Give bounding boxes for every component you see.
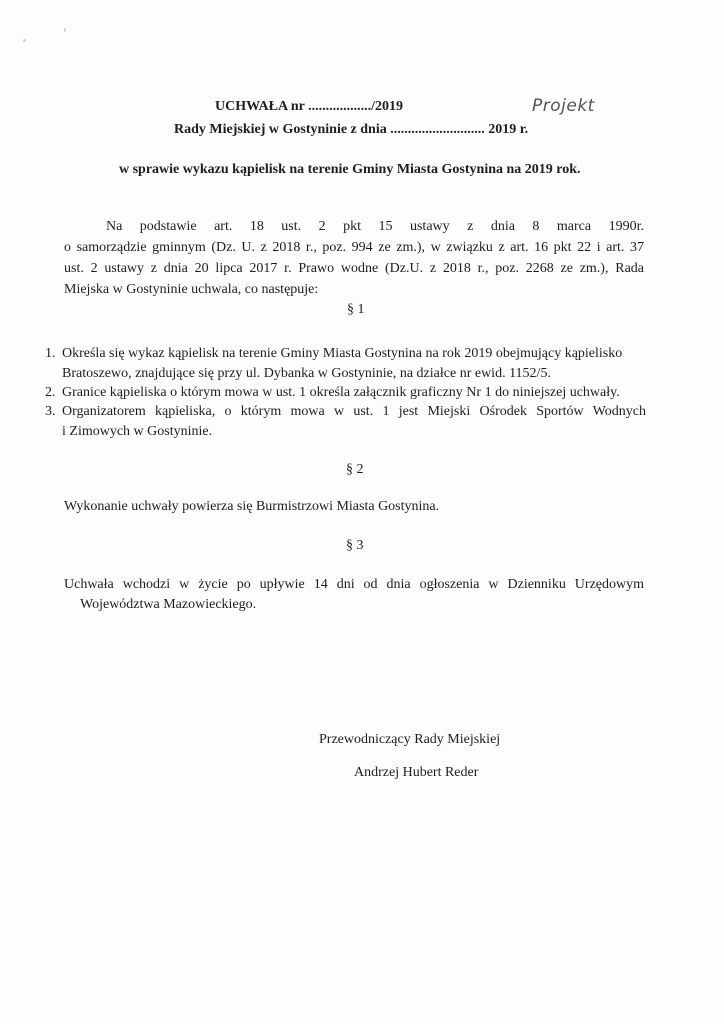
signature-title: Przewodniczący Rady Miejskiej	[319, 732, 501, 747]
preamble-line: Na podstawie art. 18 ust. 2 pkt 15 ustawy z dnia 8 marca 1990r.	[106, 219, 644, 234]
section-2-heading: § 2	[346, 462, 364, 477]
draft-stamp: Projekt	[532, 96, 595, 116]
list-item-text: Organizatorem kąpieliska, o którym mowa w ust. 1 jest Miejski Ośrodek Sportów Wodnych	[62, 404, 646, 419]
preamble-line: ust. 2 ustawy z dnia 20 lipca 2017 r. Prawo wodne (Dz.U. z 2018 r., poz. 2268 ze zm.), Rada	[64, 261, 644, 276]
scan-speck	[64, 28, 66, 32]
section-3-heading: § 3	[346, 538, 364, 553]
signature-name: Andrzej Hubert Reder	[354, 765, 479, 780]
list-item-number: 2.	[45, 385, 56, 400]
list-item-text: i Zimowych w Gostyninie.	[62, 424, 213, 439]
list-item-text: Bratoszewo, znajdujące się przy ul. Dybanka w Gostyninie, na działce nr ewid. 1152/5.	[62, 366, 551, 381]
preamble-line: o samorządzie gminnym (Dz. U. z 2018 r., poz. 994 ze zm.), w związku z art. 16 pkt 22 i art. 37	[64, 240, 644, 255]
section-3-text: Uchwała wchodzi w życie po upływie 14 dni od dnia ogłoszenia w Dzienniku Urzędowym	[64, 577, 644, 592]
list-item-number: 3.	[45, 404, 56, 419]
resolution-number: UCHWAŁA nr ................../2019	[215, 99, 403, 114]
preamble-line: Miejska w Gostyninie uchwala, co następuje:	[64, 282, 319, 297]
list-item-number: 1.	[45, 346, 56, 361]
section-2-text: Wykonanie uchwały powierza się Burmistrzowi Miasta Gostynina.	[64, 499, 440, 514]
section-3-text: Województwa Mazowieckiego.	[80, 597, 257, 612]
list-item-text: Określa się wykaz kąpielisk na terenie Gminy Miasta Gostynina na rok 2019 obejmujący kąpielisko	[62, 346, 623, 361]
scan-speck	[23, 39, 26, 42]
resolution-subject: w sprawie wykazu kąpielisk na terenie Gminy Miasta Gostynina na 2019 rok.	[119, 162, 581, 177]
council-date-line: Rady Miejskiej w Gostyninie z dnia ........................... 2019 r.	[174, 122, 529, 137]
section-1-heading: § 1	[347, 302, 365, 317]
list-item-text: Granice kąpieliska o którym mowa w ust. 1 określa załącznik graficzny Nr 1 do niniejszej uchwały.	[62, 385, 620, 400]
